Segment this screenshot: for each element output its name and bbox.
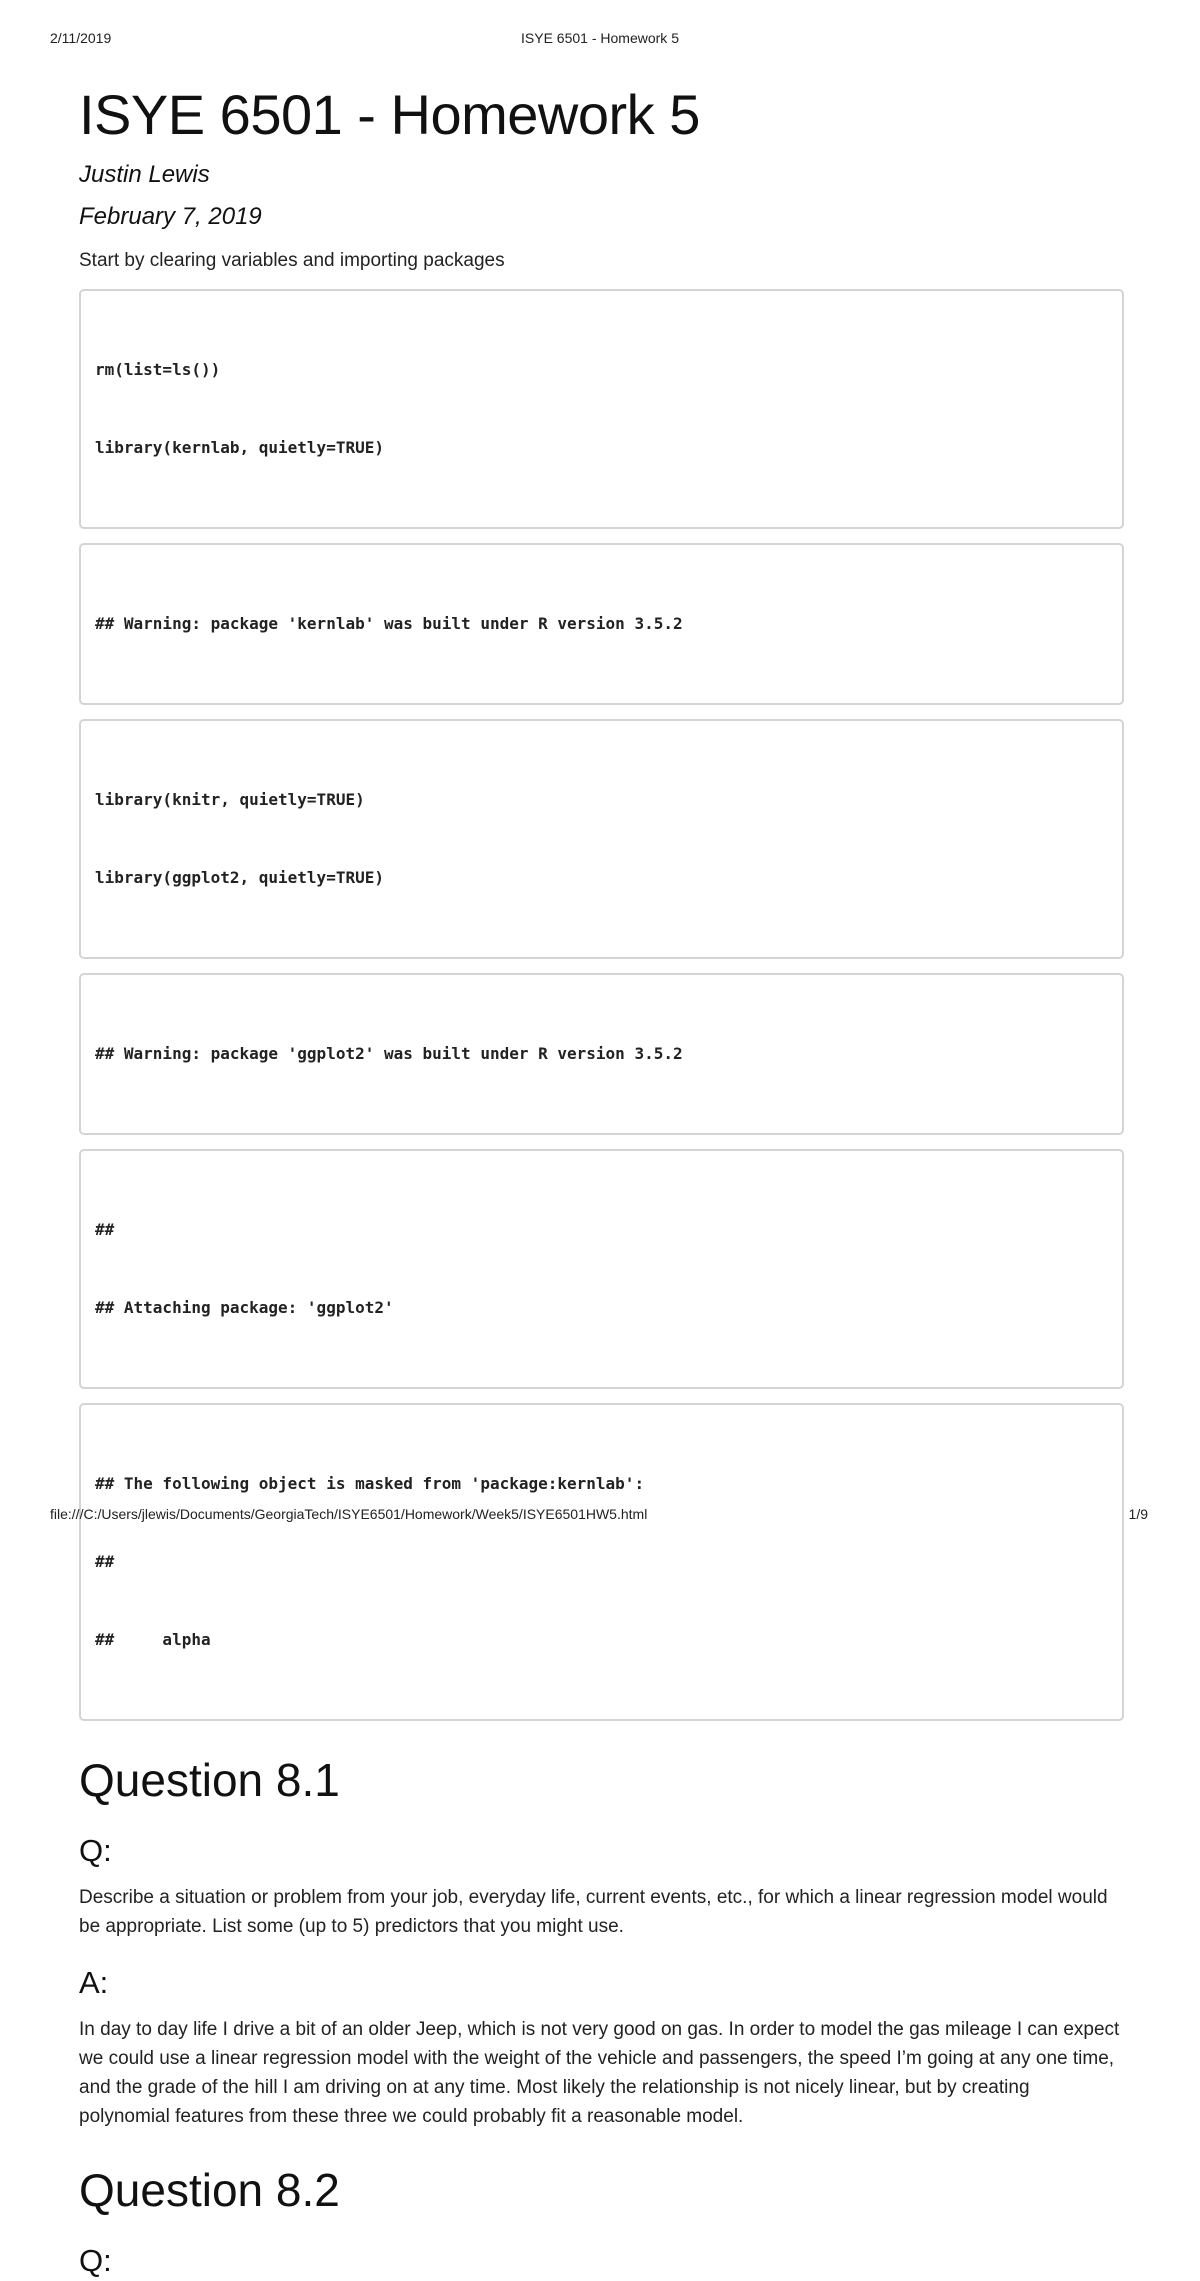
code-output-kernlab-warning [79,543,1124,705]
section-title-8-2: Question 8.2 [79,2164,340,2216]
question-text-8-1: Describe a situation or problem from your job, everyday life, current events, etc., for which a linear regression model would be appropriate. List some (up to 5) predictors that you might use. [79,1887,1108,1937]
section-title-8-1: Question 8.1 [79,1754,340,1806]
document-date: February 7, 2019 [79,203,262,230]
print-footer [50,1506,1148,1526]
code-line: ## Warning: package 'kernlab' was built under R version 3.5.2 [95,614,683,633]
code-line: ## Warning: package 'ggplot2' was built under R version 3.5.2 [95,1044,683,1063]
answer-text-8-1: In day to day life I drive a bit of an older Jeep, which is not very good on gas. In order to model the gas mileage I can expect we could use a linear regression model with the weight of the vehicle and passengers, the speed I’m going at any one time, and the grade of the hill I am driving on at any time. Most likely the relationship is not nicely linear, but by creating polynomial features from these three we could probably fit a reasonable model. [79,2019,1120,2127]
print-date: 2/11/2019 [50,30,112,46]
page-number: 1/9 [1128,1506,1148,1522]
answer-label-8-1: A: [79,1965,109,2000]
print-header [50,30,1150,50]
question-label-8-2: Q: [79,2243,112,2278]
code-output-attaching [79,1149,1124,1389]
code-line: rm(list=ls()) [95,360,221,379]
question-label-8-1: Q: [79,1833,112,1868]
code-block-setup [79,289,1124,529]
document-body [79,80,1124,2281]
code-line: library(ggplot2, quietly=TRUE) [95,868,384,887]
code-line: library(knitr, quietly=TRUE) [95,790,365,809]
code-line: ## Attaching package: 'ggplot2' [95,1298,394,1317]
code-line: library(kernlab, quietly=TRUE) [95,438,384,457]
document-author: Justin Lewis [79,161,210,188]
code-output-ggplot2-warning [79,973,1124,1135]
code-line: ## alpha [95,1630,211,1649]
code-line: ## The following object is masked from 'package:kernlab': [95,1474,645,1493]
code-line: ## [95,1220,115,1239]
print-title: ISYE 6501 - Homework 5 [521,30,679,46]
code-output-masked [79,1403,1124,1721]
document-title: ISYE 6501 - Homework 5 [79,83,700,146]
code-block-libraries [79,719,1124,959]
intro-paragraph: Start by clearing variables and importing packages [79,250,505,271]
code-line: ## [95,1552,115,1571]
file-path: file:///C:/Users/jlewis/Documents/GeorgiaTech/ISYE6501/Homework/Week5/ISYE6501HW5.html [50,1506,648,1522]
